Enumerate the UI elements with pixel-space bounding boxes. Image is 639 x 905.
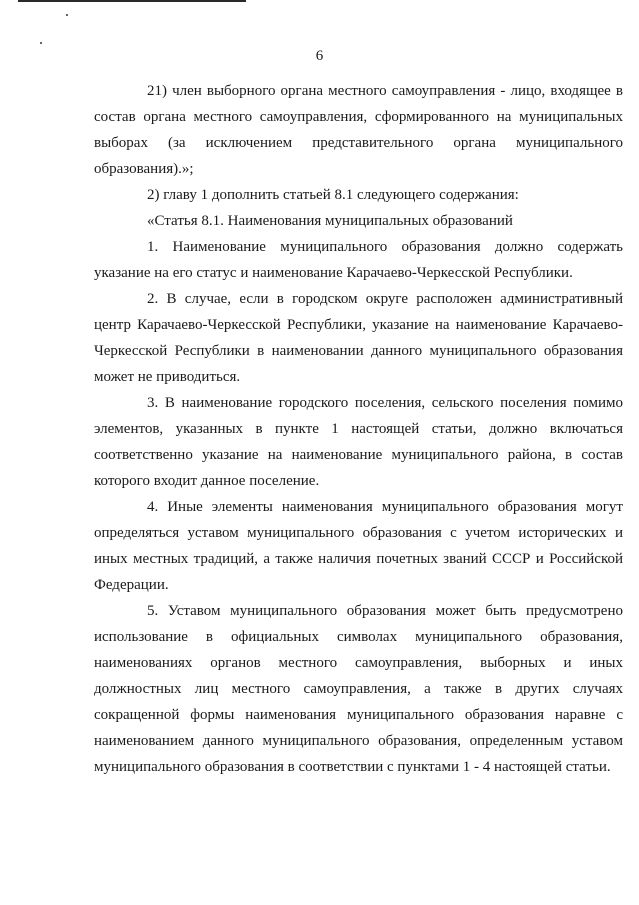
article-clause-1: 1. Наименование муниципального образования должно содержать указание на его статус и наименование Карачаево-Черкесской Республики. bbox=[94, 239, 623, 281]
article-clause-4: 4. Иные элементы наименования муниципального образования могут определяться уставом муниципального образования с учетом исторических и иных местных традиций, а также наличия почетных званий СССР и Российской Федерации. bbox=[94, 499, 623, 593]
scan-speck bbox=[66, 14, 68, 16]
scan-speck bbox=[40, 42, 42, 44]
article-clause-5: 5. Уставом муниципального образования может быть предусмотрено использование в официальных символах муниципального образования, наименованиях органов местного самоуправления, выборных и иных должностных лиц местного самоуправления, а также в других случаях сокращенной формы наименования муниципального образования наравне с наименованием данного муниципального образования, определенным уставом муниципального образования в соответствии с пунктами 1 - 4 настоящей статьи. bbox=[94, 603, 623, 775]
article-clause-3: 3. В наименование городского поселения, сельского поселения помимо элементов, указанных в пункте 1 настоящей статьи, должно включаться соответственно указание на наименование муниципального района, в состав которого входит данное поселение. bbox=[94, 395, 623, 489]
scan-artifact-line bbox=[18, 0, 246, 2]
paragraph-amendment-2: 2) главу 1 дополнить статьей 8.1 следующего содержания: bbox=[147, 187, 519, 203]
article-clause-2: 2. В случае, если в городском округе расположен административный центр Карачаево-Черкесской Республики, указание на наименование Карачаево-Черкесской Республики в наименовании данного муниципального образования может не приводиться. bbox=[94, 291, 623, 385]
paragraph-item-21: 21) член выборного органа местного самоуправления - лицо, входящее в состав органа местного самоуправления, сформированного на муниципальных выборах (за исключением представительного органа муниципального образования).»; bbox=[94, 83, 623, 177]
page-number: 6 bbox=[315, 48, 324, 64]
document-body bbox=[94, 78, 623, 780]
article-heading: «Статья 8.1. Наименования муниципальных образований bbox=[147, 213, 513, 229]
